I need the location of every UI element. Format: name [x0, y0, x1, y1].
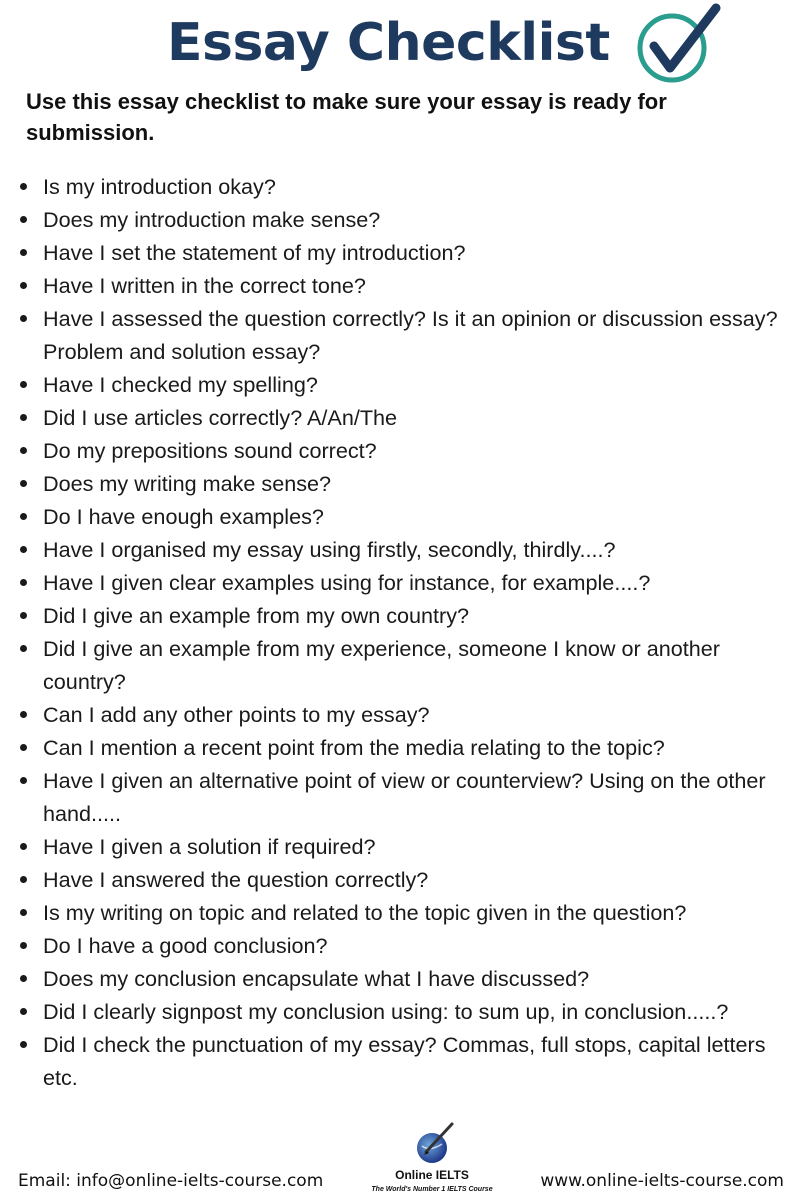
- checkmark-circle-icon: [632, 2, 722, 86]
- checklist-item: Is my introduction okay?: [43, 170, 783, 203]
- checklist-item: Can I add any other points to my essay?: [43, 698, 783, 731]
- checklist-item: Does my writing make sense?: [43, 467, 783, 500]
- header: [0, 0, 800, 88]
- checklist-item: Can I mention a recent point from the media relating to the topic?: [43, 731, 783, 764]
- checklist-item: Have I organised my essay using firstly, secondly, thirdly....?: [43, 533, 783, 566]
- checklist-item: Have I given an alternative point of view or counterview? Using on the other hand.....: [43, 764, 783, 830]
- footer: [0, 1120, 800, 1200]
- checklist-item: Have I checked my spelling?: [43, 368, 783, 401]
- checklist-item: Do I have enough examples?: [43, 500, 783, 533]
- checklist-item: Have I given a solution if required?: [43, 830, 783, 863]
- intro-text: Use this essay checklist to make sure your essay is ready for submission.: [26, 89, 667, 145]
- checklist-item: Did I give an example from my own country?: [43, 599, 783, 632]
- checklist-item: Do my prepositions sound correct?: [43, 434, 783, 467]
- checklist: [0, 170, 783, 1094]
- checklist-item: Have I written in the correct tone?: [43, 269, 783, 302]
- checklist-item: Does my conclusion encapsulate what I have discussed?: [43, 962, 783, 995]
- checklist-item: Have I answered the question correctly?: [43, 863, 783, 896]
- brand-name: Online IELTS: [395, 1168, 469, 1182]
- checklist-item: Have I set the statement of my introduction?: [43, 236, 783, 269]
- checklist-item: Did I check the punctuation of my essay? Commas, full stops, capital letters etc.: [43, 1028, 783, 1094]
- footer-email[interactable]: Email: info@online-ielts-course.com: [18, 1171, 324, 1191]
- globe-pen-logo-icon: [412, 1122, 456, 1166]
- brand-tagline: The World's Number 1 IELTS Course: [371, 1186, 493, 1193]
- checklist-item: Have I given clear examples using for instance, for example....?: [43, 566, 783, 599]
- checklist-item: Did I clearly signpost my conclusion using: to sum up, in conclusion.....?: [43, 995, 783, 1028]
- checklist-item: Have I assessed the question correctly? Is it an opinion or discussion essay? Problem and solution essay?: [43, 302, 783, 368]
- page-title: Essay Checklist: [167, 13, 610, 73]
- footer-website-link[interactable]: www.online-ielts-course.com: [540, 1171, 784, 1191]
- checklist-item: Does my introduction make sense?: [43, 203, 783, 236]
- brand-logo: [372, 1120, 492, 1200]
- checklist-item: Did I use articles correctly? A/An/The: [43, 401, 783, 434]
- checklist-item: Did I give an example from my experience, someone I know or another country?: [43, 632, 783, 698]
- checklist-item: Is my writing on topic and related to the topic given in the question?: [43, 896, 783, 929]
- checklist-item: Do I have a good conclusion?: [43, 929, 783, 962]
